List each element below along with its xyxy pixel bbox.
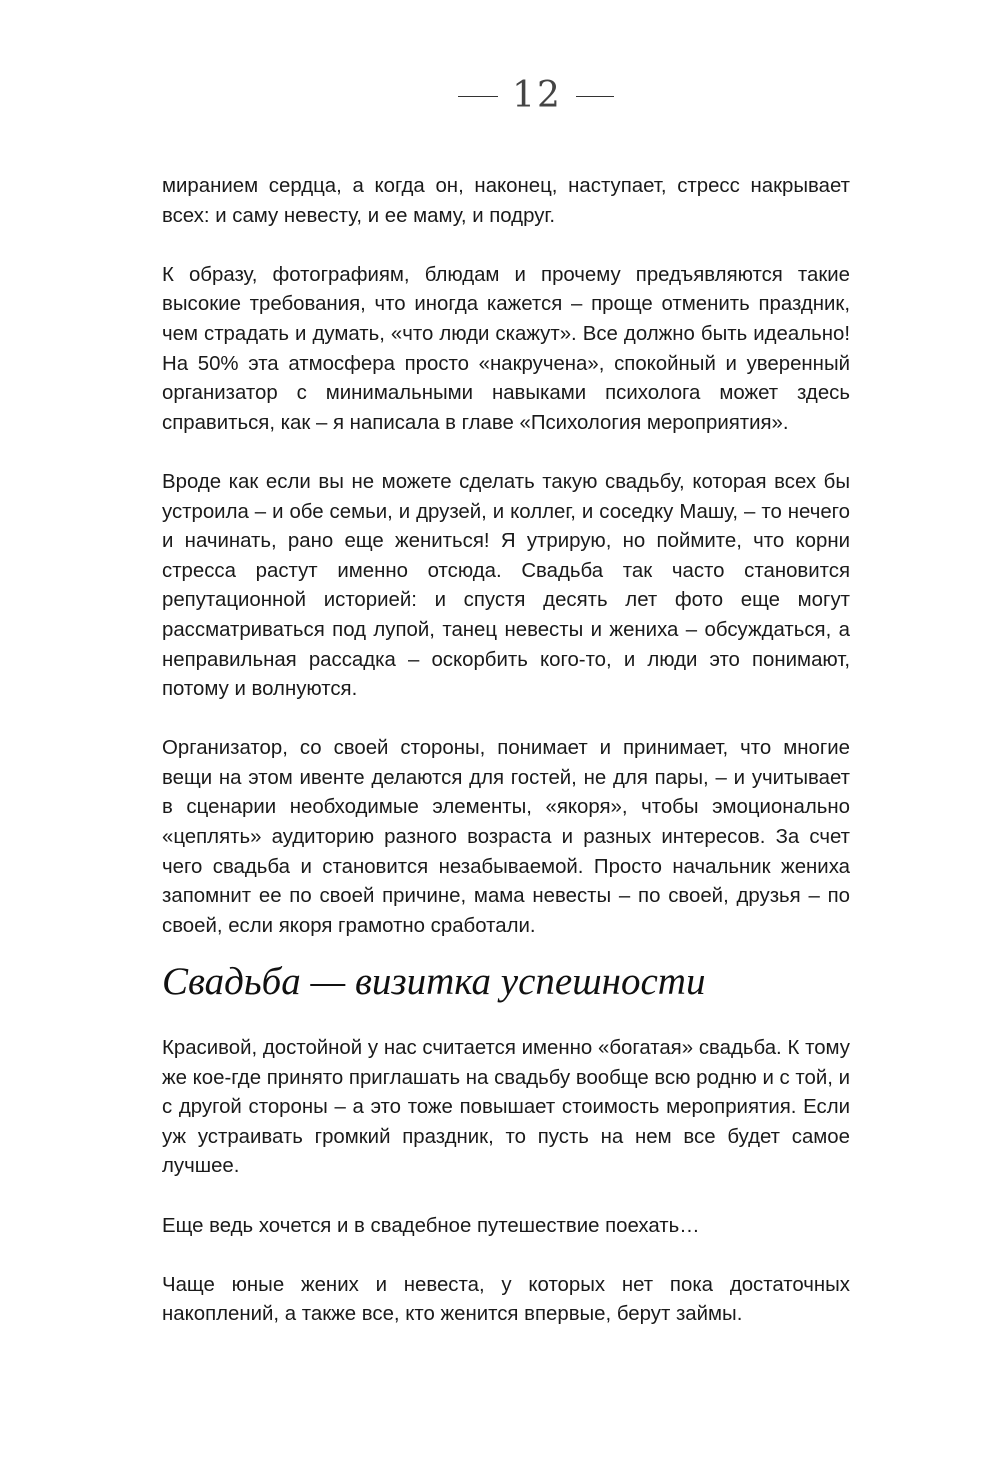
body-text-section: [162, 1034, 850, 1330]
paragraph: Вроде как если вы не можете сделать такую свадьбу, которая всех бы устроила – и обе семьи, и друзей, и коллег, и соседку Машу, – то нечего и начинать, рано еще жениться! Я утрирую, но поймите, что корни стресса растут именно отсюда. Свадьба так часто становится репутационной историей: и спустя десять лет фото еще могут рассматриваться под лупой, танец невесты и жениха – обсуждаться, а неправильная рассадка – оскорбить кого-то, и люди это понимают, потому и волнуются.: [162, 470, 850, 701]
paragraph: Красивой, достойной у нас считается именно «богатая» свадьба. К тому же кое-где принято приглашать на свадьбу вообще всю родню и с той, и с другой стороны – а это тоже повышает стоимость мероприятия. Если уж устраивать громкий праздник, то пусть на нем все будет самое лучшее.: [162, 1037, 850, 1178]
header-rule-left: [458, 96, 498, 97]
paragraph: миранием сердца, а когда он, наконец, наступает, стресс накрывает всех: и саму невесту, и ее маму, и подруг.: [162, 175, 850, 227]
page-number: 12: [512, 75, 562, 116]
paragraph: Чаще юные жених и невеста, у которых нет пока достаточных накоплений, а также все, кто женится впервые, берут займы.: [162, 1273, 850, 1326]
paragraph: К образу, фотографиям, блюдам и прочему предъявляются такие высокие требования, что иногда кажется – проще отменить праздник, чем страдать и думать, «что люди скажут». Все должно быть идеально! На 50% эта атмосфера просто «накручена», спокойный и уверенный организатор с минимальными навыками психолога может здесь справиться, как – я написала в главе «Психология мероприятия».: [162, 263, 850, 434]
header-rule-right: [576, 96, 614, 97]
page-header: [0, 72, 1000, 122]
paragraph: Организатор, со своей стороны, понимает и принимает, что многие вещи на этом ивенте делаются для гостей, не для пары, – и учитывает в сценарии необходимые элементы, «якоря», чтобы эмоционально «цеплять» аудиторию разного возраста и разных интересов. За счет чего свадьба и становится незабываемой. Просто начальник жениха запомнит ее по своей причине, мама невесты – по своей, друзья – по своей, если якоря грамотно сработали.: [162, 737, 850, 937]
section-heading: Свадьба — визитка успешности: [162, 960, 706, 1003]
paragraph: Еще ведь хочется и в свадебное путешествие поехать…: [162, 1214, 700, 1237]
body-text-top: [162, 172, 850, 941]
